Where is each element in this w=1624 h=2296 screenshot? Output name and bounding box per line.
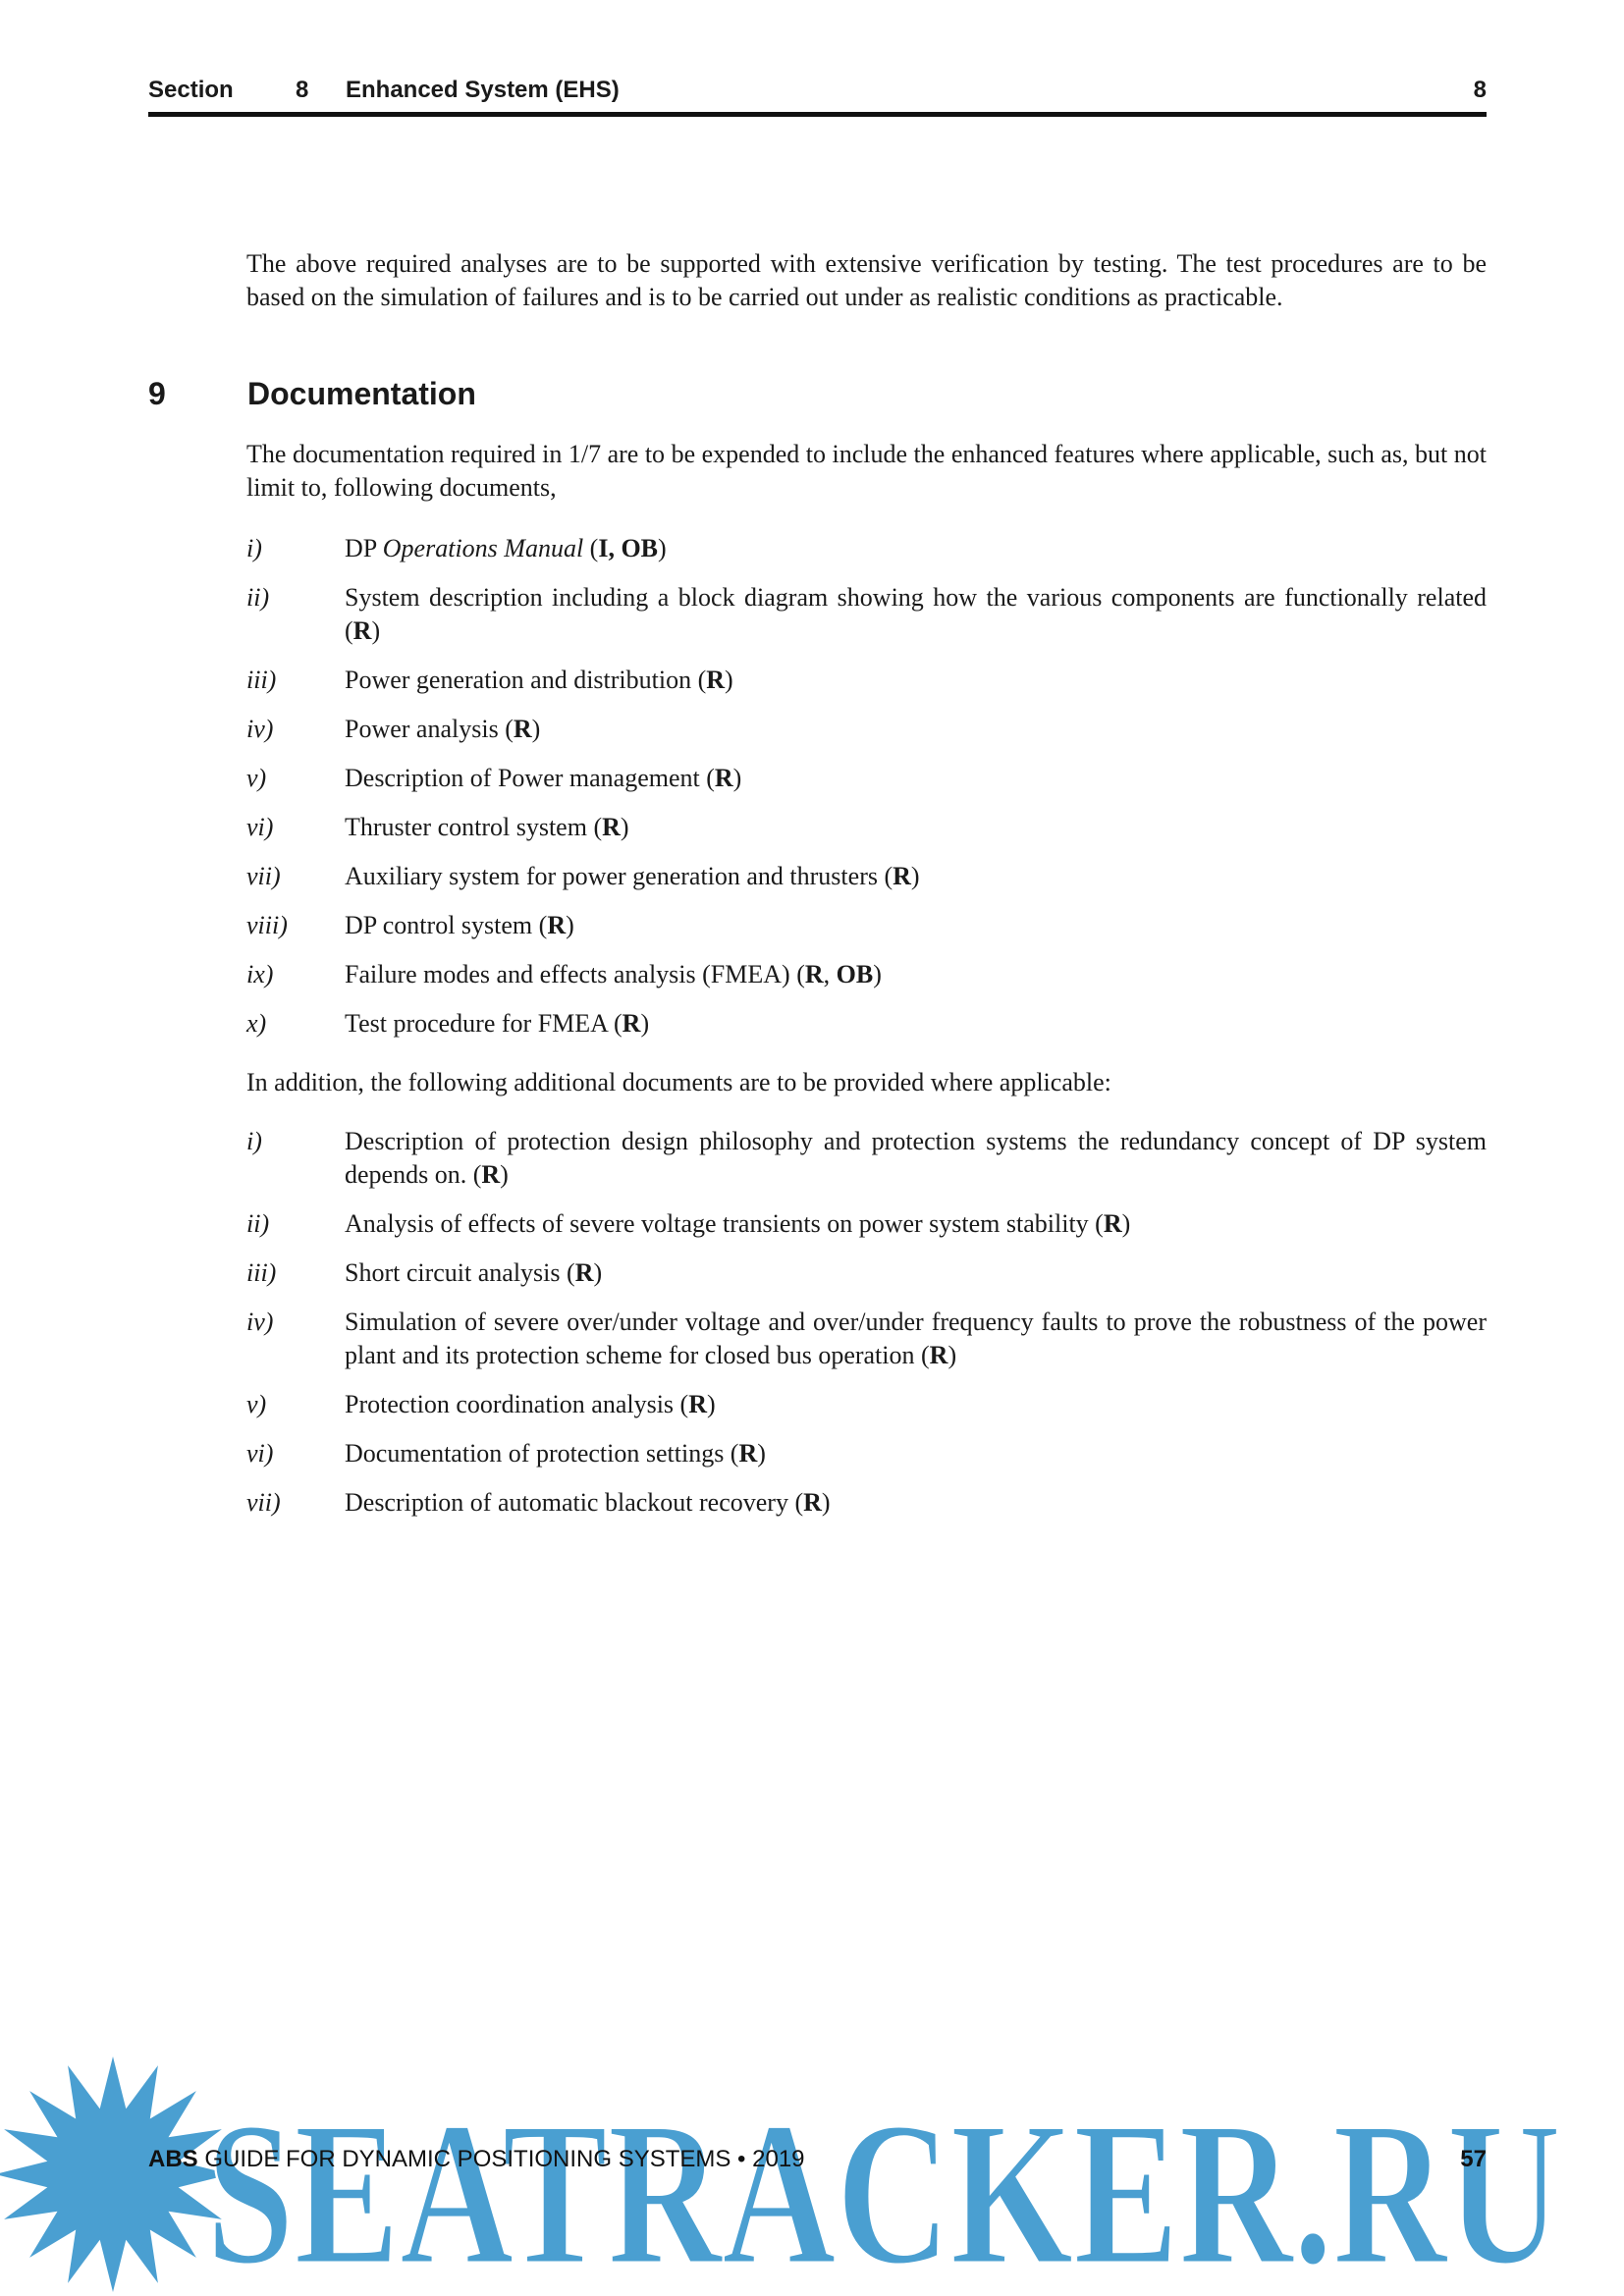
intro-block — [246, 247, 1487, 314]
list-item: viii) DP control system (R) — [246, 911, 574, 939]
list-item: vii) Auxiliary system for power generation and thrusters (R) — [246, 862, 920, 890]
header-section-label: Section — [148, 77, 234, 103]
section-number: 9 — [148, 376, 166, 411]
list-item: v) Description of Power management (R) — [246, 764, 742, 792]
list-item: v) Protection coordination analysis (R) — [246, 1390, 716, 1418]
footer-publication: ABS GUIDE FOR DYNAMIC POSITIONING SYSTEMS • 2019 — [148, 2146, 805, 2172]
list-item: i) Description of protection design philosophy and protection systems the redundancy concept of DP system depends on. (R) — [246, 1127, 1487, 1189]
sunburst-icon — [0, 2056, 231, 2292]
section-title: Documentation — [247, 376, 476, 411]
list-item: iii) Short circuit analysis (R) — [246, 1258, 603, 1287]
list-item: i) DP Operations Manual (I, OB) — [246, 534, 667, 562]
required-documents-list — [246, 532, 1487, 1041]
list-item: ii) System description including a block diagram showing how the various components are functionally related (R) — [246, 583, 1487, 645]
documentation-intro: The documentation required in 1/7 are to be expended to include the enhanced features where applicable, such as, but not limit to, following documents, — [246, 440, 1487, 502]
intro-paragraph: The above required analyses are to be supported with extensive verification by testing. The test procedures are to be based on the simulation of failures and is to be carried out under as realistic conditions as practicable. — [246, 249, 1487, 311]
list-item: vii) Description of automatic blackout recovery (R) — [246, 1488, 831, 1517]
watermark — [0, 2056, 1624, 2296]
additional-documents-list — [246, 1125, 1487, 1520]
list-item: x) Test procedure for FMEA (R) — [246, 1009, 650, 1038]
additional-intro: In addition, the following additional documents are to be provided where applicable: — [246, 1068, 1111, 1096]
list-item: vi) Documentation of protection settings (R) — [246, 1439, 766, 1468]
list-item: ii) Analysis of effects of severe voltage transients on power system stability (R) — [246, 1209, 1131, 1238]
watermark-text: SEATRACKER.RU — [206, 2080, 1561, 2296]
header-section-number: 8 — [296, 77, 309, 103]
list-item: iv) Simulation of severe over/under voltage and over/under frequency faults to prove the robustness of the power plant and its protection scheme for closed bus operation (R) — [246, 1308, 1487, 1369]
header-section-title: Enhanced System (EHS) — [346, 77, 620, 103]
header-page-ref: 8 — [1473, 77, 1487, 103]
list-item: iii) Power generation and distribution (R) — [246, 666, 733, 694]
list-item: iv) Power analysis (R) — [246, 715, 541, 743]
page-header — [148, 73, 1487, 117]
footer-page-number: 57 — [1460, 2146, 1487, 2172]
list-item: ix) Failure modes and effects analysis (FMEA) (R, OB) — [246, 960, 882, 988]
footer-title: GUIDE FOR DYNAMIC POSITIONING SYSTEMS — [197, 2146, 731, 2172]
documentation-body — [246, 438, 1487, 1535]
list-item: vi) Thruster control system (R) — [246, 813, 629, 841]
footer-org: ABS — [148, 2146, 198, 2172]
footer-year: 2019 — [752, 2146, 805, 2172]
